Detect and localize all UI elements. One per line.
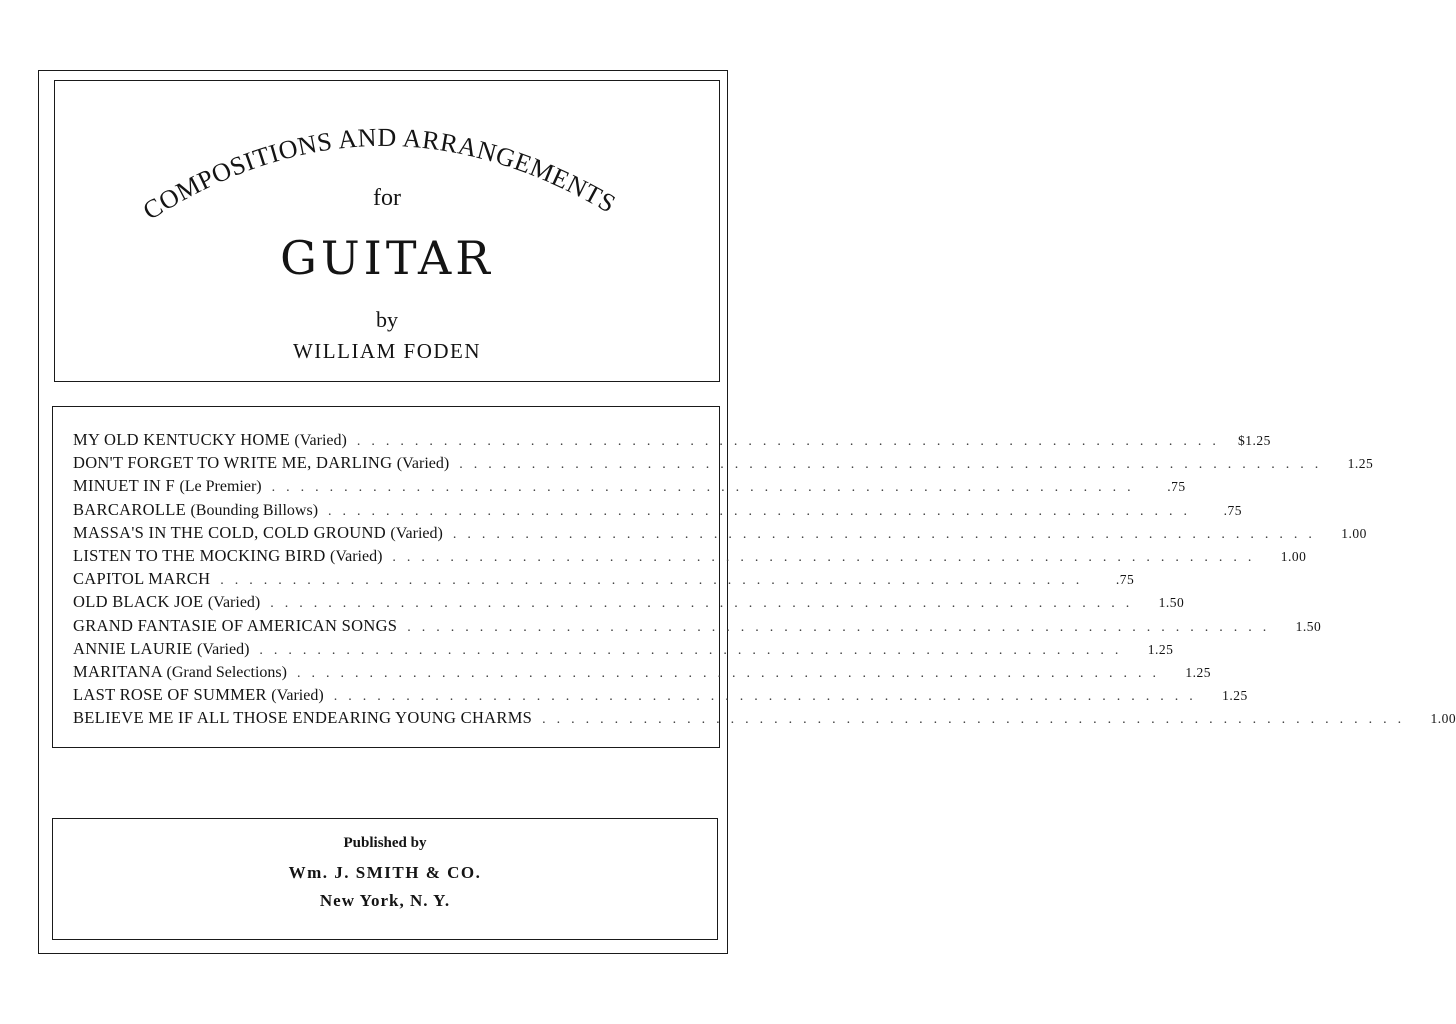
piece-title (73, 708, 532, 728)
compositions-list (73, 430, 1456, 731)
piece-name: LISTEN TO THE MOCKING BIRD (73, 545, 326, 565)
piece-note: (Varied) (396, 455, 450, 473)
arched-heading-text: COMPOSITIONS AND ARRANGEMENTS (137, 122, 621, 226)
piece-title (73, 662, 287, 682)
list-item (73, 499, 1243, 523)
dot-leader: ............................................................ (259, 642, 1130, 658)
publisher-name: Wm. J. SMITH & CO. (288, 863, 482, 882)
piece-price: 1.25 (1347, 456, 1374, 472)
list-item (73, 708, 1456, 731)
piece-name: MASSA'S IN THE COLD, COLD GROUND (73, 522, 386, 542)
dot-leader: ............................................................ (452, 526, 1323, 542)
dot-leader: ............................................................ (220, 573, 1091, 589)
piece-name: DON'T FORGET TO WRITE ME, DARLING (73, 453, 393, 473)
piece-title (73, 523, 443, 543)
piece-price: .75 (1167, 479, 1186, 495)
dot-leader: ............................................................ (356, 434, 1227, 449)
published-by-label: Published by (343, 835, 427, 851)
piece-price: 1.00 (1430, 711, 1456, 727)
list-item (73, 522, 1367, 546)
piece-note: (Le Premier) (179, 478, 262, 496)
piece-note: (Grand Selections) (166, 663, 287, 681)
list-item (73, 430, 1271, 453)
list-item (73, 615, 1322, 639)
dot-leader: ............................................................ (407, 619, 1278, 635)
dot-leader: ............................................................ (296, 665, 1167, 681)
dot-leader: ............................................................ (459, 457, 1330, 473)
piece-name: CAPITOL MARCH (73, 569, 211, 589)
piece-note: (Varied) (390, 524, 443, 542)
piece-price: 1.25 (1185, 664, 1211, 680)
piece-note: (Varied) (207, 594, 261, 612)
piece-name: MINUET IN F (73, 476, 175, 496)
piece-title (73, 616, 397, 636)
piece-name: ANNIE LAURIE (73, 638, 193, 658)
piece-title (73, 500, 318, 520)
piece-name: MY OLD KENTUCKY HOME (73, 430, 290, 449)
piece-title (73, 569, 210, 589)
list-item (73, 661, 1211, 685)
list-item (73, 476, 1186, 499)
publisher-panel (52, 818, 718, 940)
piece-price: 1.00 (1280, 548, 1307, 564)
piece-title (73, 546, 382, 566)
list-item (73, 453, 1374, 476)
for-word: for (373, 185, 401, 211)
piece-price: 1.25 (1222, 688, 1248, 704)
list-item (73, 569, 1135, 592)
publisher-city: New York, N. Y. (319, 891, 451, 910)
dot-leader: ............................................................ (271, 480, 1142, 496)
dot-leader: ............................................................ (333, 689, 1204, 705)
dot-leader: ............................................................ (328, 503, 1199, 519)
piece-price: 1.25 (1147, 641, 1174, 657)
title-panel (54, 80, 720, 382)
piece-note: (Varied) (330, 547, 383, 565)
list-item (73, 685, 1248, 708)
piece-price: 1.50 (1158, 595, 1185, 611)
piece-title (73, 639, 249, 659)
compositions-list-panel (52, 406, 1456, 748)
piece-price: .75 (1223, 502, 1243, 518)
piece-title (73, 453, 449, 473)
piece-note: (Varied) (196, 640, 250, 658)
piece-name: BARCAROLLE (73, 499, 187, 519)
by-word: by (376, 307, 398, 332)
piece-note: (Varied) (294, 432, 347, 449)
piece-title (73, 476, 262, 496)
piece-name: MARITANA (73, 661, 163, 681)
piece-title (73, 592, 260, 612)
piece-name: OLD BLACK JOE (73, 592, 204, 612)
piece-title (73, 430, 347, 450)
piece-note: (Varied) (271, 687, 324, 705)
piece-title (73, 685, 324, 705)
list-item (73, 592, 1185, 615)
piece-price: 1.00 (1341, 525, 1367, 541)
piece-price: $1.25 (1237, 433, 1271, 448)
instrument-title: GUITAR (280, 231, 494, 285)
piece-name: BELIEVE ME IF ALL THOSE ENDEARING YOUNG CHARMS (73, 708, 533, 728)
piece-name: LAST ROSE OF SUMMER (73, 685, 267, 705)
piece-price: .75 (1115, 572, 1135, 588)
dot-leader: ............................................................ (270, 596, 1141, 612)
piece-note: (Bounding Billows) (190, 501, 319, 519)
dot-leader: ............................................................ (392, 549, 1263, 565)
list-item (73, 545, 1307, 569)
list-item (73, 638, 1174, 662)
piece-price: 1.50 (1295, 618, 1322, 634)
piece-name: GRAND FANTASIE OF AMERICAN SONGS (73, 615, 398, 635)
dot-leader: ............................................................ (542, 712, 1413, 728)
author-name: WILLIAM FODEN (292, 339, 482, 363)
